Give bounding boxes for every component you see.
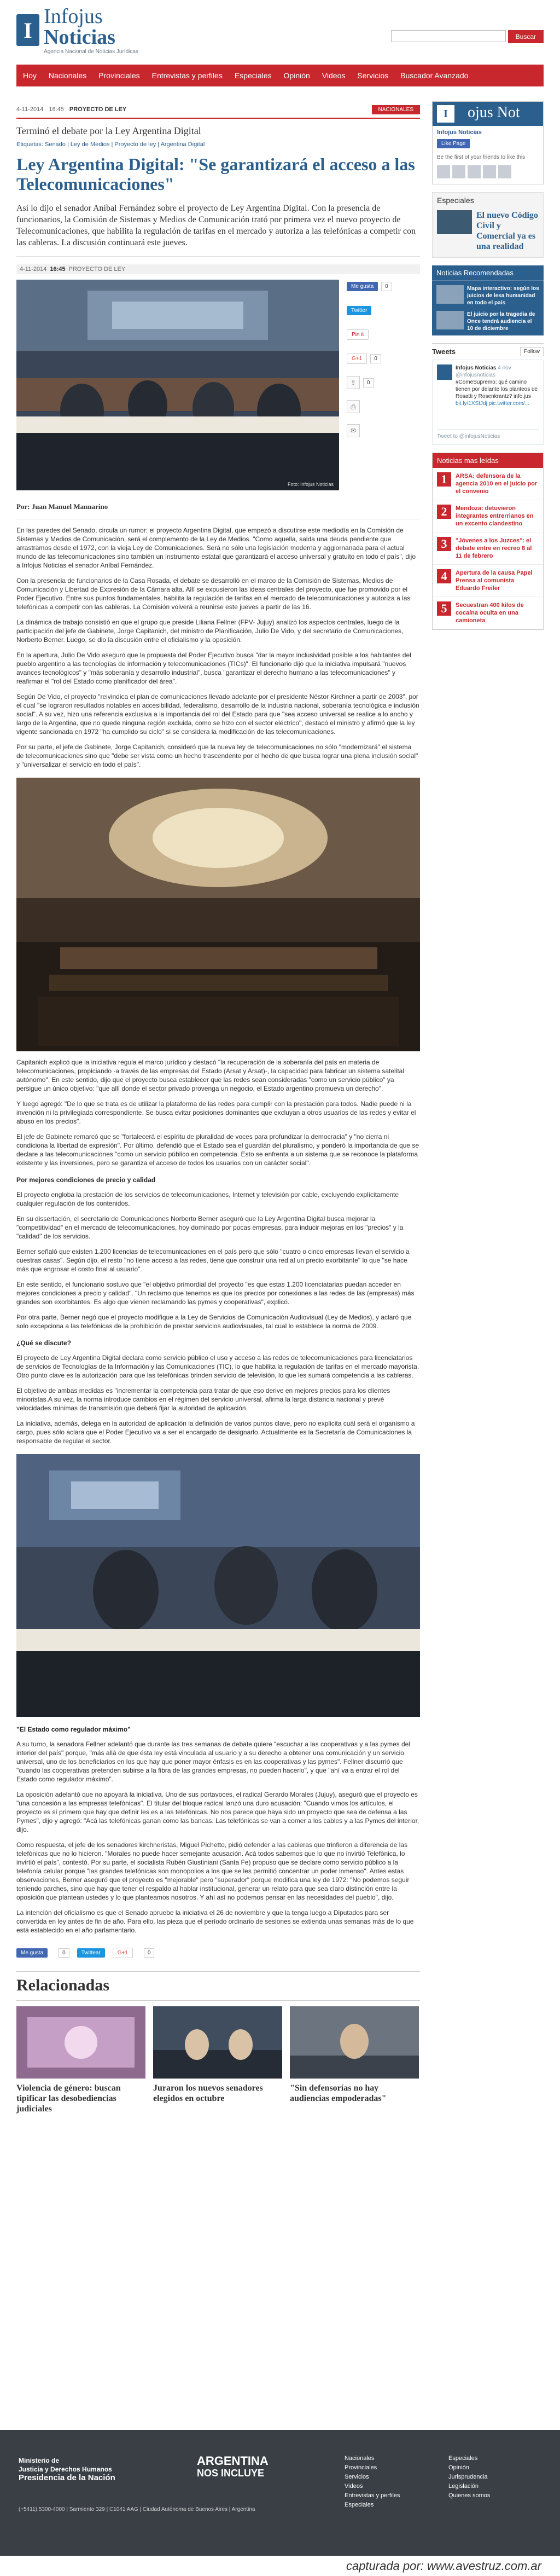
facebook-like-page-button[interactable]: Like Page [437, 139, 470, 148]
twitter-button[interactable]: Twitter [347, 306, 371, 315]
tweet[interactable] [437, 364, 539, 407]
especiales-widget [432, 192, 544, 258]
mail-icon[interactable]: ✉ [347, 424, 360, 437]
share-counter-value: 0 [363, 378, 374, 387]
recommended-title: Noticias Recomendadas [432, 265, 544, 281]
tweet-handle[interactable]: @infojusnoticias [456, 372, 495, 378]
tweet-time: 4 nov [498, 365, 511, 371]
paragraph: El proyecto de Ley Argentina Digital declara como servicio público el uso y acceso a las redes de telecomunicaciones para licenciatarios de servicios de Tecnologías de la Información y las Comunicaciones (TIC), lo que habilita la regulación de tarifas en el mercado mayorista. Otro punto clave es la autorización para que las telefónicas brinden servicio de televisión, lo que les sumará competencia a las cableras. [16, 1354, 419, 1379]
most-read-rank: 3 [437, 537, 451, 551]
facebook-widget [432, 101, 544, 184]
related-image [16, 2006, 145, 2079]
related-image [153, 2006, 282, 2079]
especiales-image [437, 210, 472, 234]
most-read-headline[interactable]: Secuestran 400 kilos de cocaína oculta en una camioneta [456, 602, 524, 624]
strip-time: 16:45 [50, 266, 66, 273]
logo-mark: I [16, 14, 39, 46]
capture-credit-bar [0, 2556, 560, 2576]
ministry-logo[interactable] [19, 2456, 115, 2482]
tweet-compose[interactable]: Tweet to @infojusNoticias [437, 429, 539, 440]
pinterest-button[interactable]: Pin it [347, 329, 369, 340]
avatar[interactable] [498, 165, 511, 178]
article-tags [16, 141, 420, 148]
search-button[interactable]: Buscar [508, 30, 544, 43]
tweet-link[interactable]: bit.ly/1XSIJdj pic.twitter.com/... [456, 401, 530, 407]
bottom-facebook-like[interactable]: Me gusta [16, 1948, 48, 1958]
related-item[interactable] [290, 2006, 419, 2114]
avatar[interactable] [452, 165, 465, 178]
footer-link[interactable]: Especiales [448, 2455, 478, 2462]
most-read-item[interactable] [433, 532, 543, 565]
paragraph: La dinámica de trabajo consistió en que el grupo que preside Liliana Fellner (FPV- Jujuy) analizó los aspectos centrales, luego de la participación del jefe de Gabinete, Jorge Capitanich, del ministro de Planificación, Julio De Vido, y del secretario de Comunicaciones, Norberto Berner. Luego, se dio la discusión entre el oficialismo y la oposición. [16, 618, 404, 644]
photo-credit: Foto: Infojus Noticias [287, 482, 334, 487]
argentina-text: ARGENTINA [197, 2454, 269, 2468]
paragraph: Y luego agregó: "De lo que se trata es de utilizar la plataforma de las redes para cumplir con la prestación para todos. Nadie puede ni la invención ni la privilegiada correspondiente. Se busca evitar posiciones dominantes que excluyan a otros usuarios de las redes y evitar el abuso en los precios". [16, 1100, 416, 1125]
related-headline[interactable]: Juraron los nuevos senadores elegidos en octubre [153, 2083, 263, 2103]
facebook-like-button[interactable]: Me gusta [347, 282, 378, 291]
senate-photo-1 [16, 778, 420, 1051]
strip-section: PROYECTO DE LEY [68, 266, 126, 273]
article-time: 16:45 [49, 106, 64, 113]
main-nav [16, 65, 544, 86]
bottom-gplus-count: 0 [144, 1948, 155, 1958]
main-photo [16, 280, 339, 490]
most-read-item[interactable] [433, 565, 543, 597]
recommended-widget [432, 265, 544, 335]
recommended-item[interactable] [432, 281, 544, 306]
share-pinterest [347, 328, 420, 341]
nav-item-opinion[interactable]: Opinión [283, 71, 310, 80]
photo-row [16, 280, 420, 490]
most-read-headline[interactable]: Mendoza: detuvieron integrantes entrerrianos en un excento clandestino [456, 505, 534, 527]
related-title: Relacionadas [16, 1971, 420, 2001]
nav-item-nacionales[interactable]: Nacionales [48, 71, 87, 80]
paragraph: En las paredes del Senado, circula un rumor: el proyecto Argentina Digital, que empezó a discutirse este mediodía en la Comisión de Sistemas y Medios de Comunicación, será el complemento de la Ley de Medios. "Como aquella, salda una deuda pendiente que arrastramos desde el 1972, con la vieja Ley de Comunicaciones. Será no sólo una legislación moderna y aggiornanada para el actual mundo de las telecomunicaciones sino también un instrumento estatal que garantizará el acceso universal y gratuito en todo el país", dijo a Infojus Noticias el senador Aníbal Fernández. [16, 526, 416, 569]
article-column [16, 101, 420, 2114]
share-counter [347, 376, 420, 389]
nos-incluye-text: NOS INCLUYE [197, 2468, 265, 2479]
related-item[interactable] [153, 2006, 282, 2114]
footer-link[interactable]: Videos [345, 2483, 363, 2490]
article-lead: Así lo dijo el senador Aníbal Fernández sobre el proyecto de Ley Argentina Digital. Con la presencia de funcionarios, la Comisión de Sistemas y Medios de Comunicación trató por primera vez el nuevo proyecto de Telecomunicaciones, que habilita la regulación de tarifas en el mercado y autoriza a las telefónicas a competir con las cableras. La discusión continuará este jueves. [16, 202, 420, 257]
share-counter-icon[interactable]: ⇪ [347, 376, 360, 389]
ministry-line-1: Ministerio de [19, 2457, 60, 2464]
bottom-facebook-count: 0 [59, 1948, 69, 1958]
article-headline: Ley Argentina Digital: "Se garantizará el acceso a las Telecomunicaciones" [16, 154, 415, 194]
nav-item-hoy[interactable]: Hoy [23, 71, 37, 80]
share-gplus [347, 352, 420, 365]
twitter-title: Tweets [432, 348, 456, 356]
twitter-widget [432, 343, 544, 445]
category-badge[interactable]: NACIONALES [372, 105, 420, 114]
footer-link[interactable]: Entrevistas y perfiles [345, 2492, 400, 2499]
most-read-widget [432, 453, 544, 630]
nav-item-videos[interactable]: Videos [322, 71, 346, 80]
footer-link[interactable]: Jurisprudencia [448, 2474, 488, 2480]
subheading: Por mejores condiciones de precio y calidad [16, 1176, 156, 1184]
nav-item-buscador[interactable]: Buscador Avanzado [400, 71, 469, 80]
related-grid [16, 2006, 420, 2114]
share-mail [347, 424, 420, 437]
article-date: 4-11-2014 [16, 106, 44, 113]
subheading: ¿Qué se discute? [16, 1339, 72, 1347]
senate-photo-2 [16, 1454, 420, 1717]
footer-links-col-2 [448, 2454, 490, 2500]
related-section [16, 1971, 420, 2114]
especiales-item[interactable] [433, 208, 543, 257]
most-read-title: Noticias mas leídas [433, 453, 543, 468]
article-section[interactable]: PROYECTO DE LEY [69, 106, 127, 113]
senate-photo-1-image [16, 778, 420, 1051]
twitter-timeline [432, 360, 544, 445]
share-facebook [347, 280, 420, 293]
avatar[interactable] [437, 364, 452, 380]
section-bar [16, 101, 420, 119]
subheading: "El Estado como regulador máximo" [16, 1726, 131, 1733]
most-read-item[interactable] [433, 468, 543, 500]
site-logo[interactable] [16, 4, 142, 55]
gplus-count: 0 [370, 354, 381, 363]
bottom-gplus-button[interactable]: G+1 [113, 1948, 133, 1958]
most-read-headline[interactable]: "Jóvenes a los Juzces": el debate entre en recreo 8 al 11 de febrero [456, 537, 532, 559]
footer-link[interactable]: Servicios [345, 2474, 369, 2480]
gplus-button[interactable]: G+1 [347, 354, 367, 364]
logo-subtitle: Agencia Nacional de Noticias Jurídicas [44, 48, 138, 55]
most-read-rank: 4 [437, 569, 451, 583]
most-read-headline[interactable]: ARSA: defensora de la agencia 2010 en el juicio por el convenio [456, 473, 538, 495]
especiales-headline[interactable]: El nuevo Código Civil y Comercial ya es una realidad [476, 211, 538, 251]
strip-date: 4-11-2014 [20, 266, 47, 273]
ministry-line-3: Presidencia de la Nación [19, 2473, 115, 2482]
argentina-logo[interactable] [197, 2455, 269, 2479]
paragraph: El proyecto engloba la prestación de los servicios de telecomunicaciones, Internet y televisión por cable, excluyendo explícitamente cualquier regulación de los contenidos. [16, 1191, 399, 1207]
most-read-rank: 1 [437, 472, 451, 487]
footer-link[interactable]: Especiales [345, 2502, 374, 2508]
paragraph: En este sentido, el funcionario sostuvo que "el objetivo primordial del proyecto "es que estas 1.200 licenciatarias puedan acceder en mejores condiciones a precio y calidad". "Un reclamo que tenemos es que los precios por conexiones a las redes de las (empresas) más grandes son exorbitantes. Es algo que vienen reclamando las pymes y cooperativas", explicó. [16, 1281, 415, 1306]
facebook-friends-text: Be the first of your friends to like this [437, 154, 526, 160]
nav-item-provinciales[interactable]: Provinciales [98, 71, 140, 80]
avatar[interactable] [483, 165, 496, 178]
related-item[interactable] [16, 2006, 145, 2114]
share-twitter [347, 304, 420, 317]
footer-link[interactable]: Provinciales [345, 2464, 377, 2471]
search-input[interactable] [391, 30, 506, 42]
facebook-faces [433, 165, 543, 184]
most-read-rank: 2 [437, 505, 451, 519]
most-read-item[interactable] [433, 597, 543, 629]
most-read-headline[interactable]: Apertura de la causa Papel Prensa al comunista Eduardo Freiler [456, 570, 533, 592]
share-column [347, 280, 420, 490]
paragraph: El objetivo de ambas medidas es "incrementar la competencia para tratar de que eso derive en mejores precios para los clientes minoristas.A su vez, la norma introduce cambios en el régimen del servicio universal, afirma la larga distancia nacional y prevé velocidades mínimas de transmisión que deberá fijar la autoridad de aplicación. [16, 1387, 390, 1412]
paragraph: Por su parte, el jefe de Gabinete, Jorge Capitanich, consideró que la nueva ley de telecomunicaciones no sólo "modernizará" el sistema de telecomunicaciones sino que "debe ser vista como un hecho trascendente por el hecho de que busca lograr una plena inclusión social" y "universalizar el servicio en todo el país". [16, 743, 418, 768]
tags-list[interactable]: Senado | Ley de Medios | Proyecto de ley | Argentina Digital [44, 141, 205, 148]
footer-link[interactable]: Nacionales [345, 2455, 375, 2462]
facebook-page-name[interactable]: Infojus Noticias [437, 129, 482, 136]
facebook-page-mark: I [437, 105, 454, 123]
paragraph: La iniciativa, además, delega en la autoridad de aplicación la definición de varios puntos clave, pero no explicita cuál será el organismo a cargo, pues sólo aclara que el Poder Ejecutivo va a ser el encargado de designarlo. Actualmente es la Secretaría de Comunicaciones la responsable de regular el sector. [16, 1420, 415, 1445]
most-read-rank: 5 [437, 601, 451, 616]
footer-address: (+5411) 5300-4000 | Sarmiento 329 | C1041 AAG | Ciudad Autónoma de Buenos Aires | Argentina [19, 2506, 255, 2513]
twitter-follow-button[interactable]: Follow [520, 347, 544, 356]
related-image [290, 2006, 419, 2079]
footer-link[interactable]: Opinión [448, 2464, 469, 2471]
article-byline: Por: Juan Manuel Mannarino [16, 502, 420, 519]
paragraph: Según De Vido, el proyecto "reivindica el plan de comunicaciones llevado adelante por el presidente Néstor Kirchner a partir de 2003", por el cual "se lograron resultados notables en accesibilidad, federalismo, desarrollo de la industria nacional, soberanía tecnológica e inclusión social". A su vez, hizo una referencia exclusiva a la importancia del rol del Estado para que "sea acceso universal se realice a lo ancho y largo de la Argentina, que no quede ninguna región excluida, como se hizo con el sector eléctrico", destacó el ministro y afirmó que la ley vigente sancionada en 1972 "ha cumplido su ciclo" si se considera la modificación de las telecomunicaciones. [16, 693, 419, 736]
logo-title [44, 6, 142, 48]
capture-credit: capturada por: www.avestruz.com.ar [346, 2559, 541, 2573]
ministry-line-2: Justicia y Derechos Humanos [19, 2465, 112, 2473]
paragraph: A su turno, la senadora Fellner adelantó que durante las tres semanas de debate quiere "escuchar a las cooperativas y a las pymes del interior del país" porque, "más allá de que ésta ley está vinculada al usuario y a su derecho a obtener una comunicación y un servicio universal, uno de los beneficiarios en los que hay que poner mayor énfasis es en las cooperativas y las pymes". Fellner discurrió que "cuando las cooperativas pretenden subirse a la fibra de las grandes empresas, no pueden hacerlo", y que "ahí va a entrar el rol del Estado como regulador máximo". [16, 1740, 411, 1783]
facebook-cover [433, 102, 543, 126]
tweet-author[interactable]: Infojus Noticias [456, 365, 497, 371]
bottom-twitter-button[interactable]: Twittear [77, 1948, 105, 1958]
paragraph: El jefe de Gabinete remarcó que se "fortalecerá el espíritu de pluralidad de voces para profundizar la democracia" y "no cierra ni condiciona la libertad de expresión". Por último, defendió que el Estado sea el guardián del pluralismo, y ponderó la importancia de que se declare a las telecomunicaciones "como un servicio público en competencia. Esto se enfrenta a un sistema que se reconoce la plataforma existente y las inversiones, pero se garantiza el acceso de todos los usuarios con un carácter social". [16, 1133, 419, 1167]
logo-word: Noticias [44, 25, 115, 49]
related-headline[interactable]: Violencia de género: buscan tipificar las desobediencias judiciales [16, 2083, 121, 2114]
paragraph: Berner señaló que existen 1.200 licencias de telecomunicaciones en el país pero que sólo "cuatro o cinco empresas llevan el servicio a cuestras casas". Según dijo, el resto "no tiene acceso a las redes, tiene que construir una red al un precio exorbitante" lo que "se hace más que engrosar el costo final al usuario". [16, 1248, 410, 1273]
print-icon[interactable]: ⎙ [347, 400, 360, 413]
bottom-share-bar [16, 1948, 420, 1958]
paragraph: Por otra parte, Berner negó que el proyecto modifique a la Ley de Servicios de Comunicación Audiovisual (Ley de Medios), y aclaró que solo excepciona a las telefónicas de la prohibición de prestar servicios audiovisuales, tal cual lo establece la norma de 2009. [16, 1313, 412, 1330]
meta-strip [16, 264, 420, 274]
tags-label: Etiquetas: [16, 141, 43, 148]
sidebar [432, 101, 544, 630]
nav-item-entrevistas[interactable]: Entrevistas y perfiles [151, 71, 223, 80]
twitter-header [432, 347, 544, 356]
paragraph: La intención del oficialismo es que el Senado apruebe la iniciativa el 26 de noviembre y que la tenga luego a Diputados para ser convertida en ley antes de fin de año. Para ello, las pieza que el período ordinario de sesiones se extienda unas semanas más de lo que está establecido en el año parlamentario. [16, 1909, 414, 1934]
facebook-cover-text: ojus Not [468, 104, 520, 121]
article-body [16, 526, 420, 1935]
paragraph: La oposición adelantó que no apoyará la iniciativa. Uno de sus portavoces, el radical Gerardo Morales (Jujuy), aseguró que el proyecto es "una concesión a las empresas telefónicas". El titular del bloque radical lanzó una duro acusación: "Cuando vimos los artículos, el proyecto es sí primero que hay que definir les es a las telefónicas. No nos parece que haya sido un proyecto que sea de defensa a las Pymes", dijo y agregó: "Acá las telefónicas ganan como las bancas. Las telefónicas se van a comer a los cables y a las Pymes del interior, dijo. [16, 1791, 419, 1833]
facebook-like-count: 0 [381, 282, 392, 291]
most-read-item[interactable] [433, 500, 543, 532]
search-box [391, 30, 544, 43]
senate-photo-2-image [16, 1454, 420, 1717]
recommended-image [436, 311, 464, 329]
footer-links-col-1 [345, 2454, 400, 2510]
paragraph: En la apertura, Julio De Vido aseguró que la propuesta del Poder Ejecutivo busca "dar la mayor inclusividad posible a los habitantes del pueblo argentino a las tecnologías de información y telecomunicaciones (TICs)". El funcionario dijo que la iniciativa impulsará "nuevos avances tecnológicos" y "más soberanía y desarrollo industrial", busca "garantizar el derecho humano a las telecomunicaciones" y reafirmar el "rol del Estado como planificador del área". [16, 651, 411, 685]
tweet-text: #ComeSupremo: qué camino tienen por delante los planteos de Rosatti y Rosenkrantz? info.jus [456, 379, 538, 400]
footer-link[interactable]: Legislación [448, 2483, 479, 2490]
paragraph: Con la presencia de funcionarios de la Casa Rosada, el debate se desarrolló en el marco de la Comisión de Sistemas, Medios de Comunicación y Libertad de Expresión de la Cámara alta. Allí se expusieron las ideas centrales del proyecto, que fue promovido por el Poder Ejecutivo. Entre sus puntos fundamentales, habilita la regulación de tarifas en el mercado de telecomunicaciones y autoriza a las telefónicas a competir con las cableras. La Comisión volverá a reunirse este jueves a partir de las 16. [16, 577, 411, 611]
recommended-headline[interactable]: Mapa interactivo: según los juicios de lesa humanidad en todo el país [467, 286, 539, 306]
site-footer [0, 2430, 560, 2556]
recommended-image [436, 285, 464, 304]
logo-prefix: Infojus [44, 4, 103, 28]
nav-item-especiales[interactable]: Especiales [234, 71, 272, 80]
recommended-headline[interactable]: El juicio por la tragedia de Once tendrá audiencia el 10 de diciembre [467, 311, 535, 332]
main-photo-image [16, 280, 339, 490]
paragraph: Como respuesta, el jefe de los senadores kirchneristas, Miguel Pichetto, pidió defender a las cableras que trinfieron a diferencia de las telefónicas que no lo hicieron. "Morales no puede hacer semejante acusación. Acá todos sabemos que lo que no invirtió Telefónica, lo invirtió el país", contestó. Por su parte, el socialista Rubén Giustiniani (Santa Fe) propuso que se declare como servicio público a la telefonía celular porque "las grandes telefónicas son monopolios a los que se les permitió concentrar un poder inmenso". Antes estas observaciones, Berner aseguró que el proyecto es "mejorable" pero "superador" porque modifica una ley de 1972: "No podemos seguir teniendo parches, sino que hay que tener el respaldo al hablar institucional, generar un relato para que sea claro distinción entre la oposición que plantean ustedes y lo que planteamos nosotros. Y ahí así no podemos pensar en las necesidades del pueblo", dijo. [16, 1841, 410, 1901]
nav-item-servicios[interactable]: Servicios [357, 71, 389, 80]
recommended-item[interactable] [432, 306, 544, 332]
share-print [347, 400, 420, 413]
site-header [0, 0, 560, 60]
paragraph: Capitanich explicó que la iniciativa regula el marco jurídico y destacó "la recuperación de la soberanía del país en materia de telecomunicaciones, propiciando -a través de las empresas del Estado (Arsat y Arsat)-, la capacidad para fabricar un sistema satelital autónomo". En este sentido, dijo que el proyecto busca establecer que las redes sean consideradas "como un servicio público" ya persigue un único objetivo: "que allí donde el sector privado provenga un negocio, el Estado argentino promueva un derecho". [16, 1058, 405, 1092]
avatar[interactable] [468, 165, 481, 178]
avatar[interactable] [437, 165, 450, 178]
related-headline[interactable]: "Sin defensorías no hay audiencias empoderadas" [290, 2083, 387, 2103]
footer-link[interactable]: Quienes somos [448, 2492, 491, 2499]
paragraph: En su dissertación, el secretario de Comunicaciones Norberto Berner aseguró que la Ley Argentina Digital busca mejorar la "competitividad" en el mercado de telecomunicaciones, hoy dominado por pocas empresas, para inducir mejoras en los "precios" y la "calidad" de los servicios. [16, 1215, 404, 1240]
article-kicker: Terminó el debate por la Ley Argentina Digital [16, 125, 201, 136]
especiales-title: Especiales [437, 196, 474, 205]
